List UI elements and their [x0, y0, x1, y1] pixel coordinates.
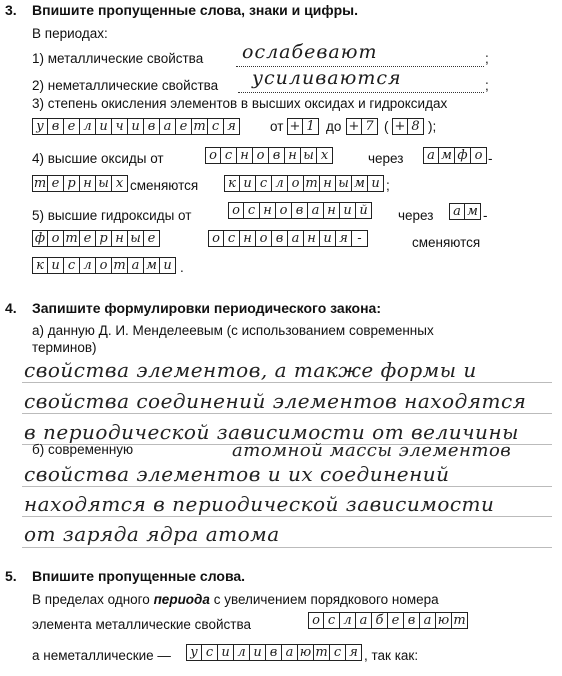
answer-cell[interactable]: м	[439, 147, 455, 164]
answer-cell[interactable]: ч	[112, 118, 128, 135]
task-4-a-line-3: в периодической зависимости от величины	[24, 420, 519, 444]
answer-cell[interactable]: а	[160, 118, 176, 135]
answer-cell[interactable]: а	[288, 230, 304, 247]
answer-cell[interactable]: ф	[32, 230, 48, 247]
item-3-from-cells[interactable]	[287, 118, 319, 135]
item-5-end: .	[180, 260, 184, 275]
answer-cell[interactable]: т	[64, 230, 80, 247]
answer-cell[interactable]: т	[112, 257, 128, 274]
item-5-cells-5[interactable]	[32, 257, 176, 274]
answer-cell[interactable]: а	[282, 644, 298, 661]
answer-cell[interactable]: м	[352, 175, 368, 192]
answer-cell[interactable]: ю	[298, 644, 314, 661]
answer-cell[interactable]: а	[449, 203, 465, 220]
answer-cell[interactable]: л	[80, 257, 96, 274]
answer-cell[interactable]: в	[269, 147, 285, 164]
answer-cell[interactable]: а	[420, 612, 436, 629]
answer-cell[interactable]: +	[346, 118, 362, 135]
answer-cell[interactable]: с	[330, 644, 346, 661]
answer-cell[interactable]: а	[308, 202, 324, 219]
task-4-a-line-1: свойства элементов, а также формы и	[24, 358, 477, 382]
answer-cell[interactable]: р	[64, 175, 80, 192]
answer-cell[interactable]: ы	[301, 147, 317, 164]
answer-cell[interactable]: о	[276, 202, 292, 219]
task-5-line-3-a: а неметаллические —	[32, 648, 171, 663]
task-4-number: 4.	[5, 300, 17, 316]
item-4-cells-3[interactable]	[32, 175, 128, 192]
task-5-line-1-a: В пределах одного	[32, 592, 150, 607]
answer-cell[interactable]: е	[48, 175, 64, 192]
answer-cell[interactable]: в	[144, 118, 160, 135]
answer-cell[interactable]: е	[80, 230, 96, 247]
answer-cell[interactable]: и	[218, 644, 234, 661]
answer-rule	[22, 486, 552, 487]
item-1-end: ;	[485, 51, 489, 66]
answer-cell[interactable]: я	[336, 230, 352, 247]
answer-cell[interactable]: т	[452, 612, 468, 629]
answer-cell[interactable]: т	[314, 644, 330, 661]
answer-cell[interactable]: х	[317, 147, 333, 164]
answer-cell[interactable]: у	[32, 118, 48, 135]
answer-cell[interactable]: с	[202, 644, 218, 661]
item-5-cells-1[interactable]	[228, 202, 372, 219]
answer-cell[interactable]: й	[356, 202, 372, 219]
answer-cell[interactable]: е	[144, 230, 160, 247]
answer-cell[interactable]: е	[176, 118, 192, 135]
task-5-line-2-cells[interactable]	[308, 612, 468, 629]
answer-cell[interactable]: ы	[336, 175, 352, 192]
answer-cell[interactable]: +	[392, 118, 408, 135]
answer-cell[interactable]: ы	[128, 230, 144, 247]
answer-cell[interactable]: н	[240, 230, 256, 247]
answer-cell[interactable]: а	[128, 257, 144, 274]
answer-cell[interactable]: н	[324, 202, 340, 219]
answer-cell[interactable]: ю	[436, 612, 452, 629]
answer-rule	[22, 382, 552, 383]
answer-rule	[22, 547, 552, 548]
answer-cell[interactable]: о	[228, 202, 244, 219]
answer-cell[interactable]: н	[112, 230, 128, 247]
item-2-answer: усиливаются	[252, 67, 402, 89]
answer-cell[interactable]: е	[388, 612, 404, 629]
answer-cell[interactable]: и	[48, 257, 64, 274]
item-5-hyphen: -	[483, 208, 488, 223]
answer-cell[interactable]: л	[340, 612, 356, 629]
answer-cell[interactable]: л	[234, 644, 250, 661]
answer-cell[interactable]: 7	[362, 118, 378, 135]
answer-cell[interactable]: ф	[455, 147, 471, 164]
item-5-replaced: сменяются	[412, 235, 481, 250]
answer-cell[interactable]: н	[80, 175, 96, 192]
item-1-label: 1) металлические свойства	[32, 51, 204, 66]
task-5-line-3-b: , так как:	[364, 648, 419, 663]
answer-cell[interactable]: о	[253, 147, 269, 164]
answer-cell[interactable]: м	[144, 257, 160, 274]
answer-cell[interactable]: о	[208, 230, 224, 247]
item-3-extra-cells[interactable]	[392, 118, 424, 135]
task-4-title: Запишите формулировки периодического закона:	[32, 300, 381, 316]
answer-cell[interactable]: в	[292, 202, 308, 219]
answer-cell[interactable]: с	[64, 257, 80, 274]
answer-cell[interactable]: о	[256, 230, 272, 247]
task-4-a-line-2: свойства соединений элементов находятся	[24, 389, 527, 413]
answer-cell[interactable]: к	[224, 175, 240, 192]
answer-rule	[22, 516, 552, 517]
answer-cell[interactable]: х	[112, 175, 128, 192]
item-5-label: 5) высшие гидроксиды от	[32, 208, 192, 223]
answer-cell[interactable]: о	[288, 175, 304, 192]
answer-cell[interactable]: с	[221, 147, 237, 164]
answer-cell[interactable]: и	[340, 202, 356, 219]
task-5-title: Впишите пропущенные слова.	[32, 568, 246, 584]
answer-cell[interactable]: о	[308, 612, 324, 629]
task-3-subtitle: В периодах:	[32, 26, 108, 41]
item-3-end: );	[428, 119, 437, 134]
answer-cell[interactable]: н	[304, 230, 320, 247]
answer-cell[interactable]: 8	[408, 118, 424, 135]
answer-cell[interactable]: с	[208, 118, 224, 135]
task-4-b-label: б) современную	[32, 442, 134, 457]
answer-rule	[22, 413, 552, 414]
answer-cell[interactable]: с	[244, 202, 260, 219]
answer-cell[interactable]: н	[260, 202, 276, 219]
task-3-title: Впишите пропущенные слова, знаки и цифры.	[32, 2, 359, 18]
answer-cell[interactable]: в	[48, 118, 64, 135]
answer-cell[interactable]: а	[356, 612, 372, 629]
item-5-cells-3[interactable]	[32, 230, 160, 247]
task-4-b-line-3: от заряда ядра атома	[24, 522, 280, 546]
item-2-label: 2) неметаллические свойства	[32, 78, 219, 93]
answer-cell[interactable]: и	[160, 257, 176, 274]
answer-cell[interactable]: с	[324, 612, 340, 629]
item-1-answer: ослабевают	[242, 41, 378, 63]
item-3-from: от	[270, 119, 284, 134]
item-2-answer-line[interactable]	[238, 92, 484, 93]
item-4-end: ;	[386, 178, 390, 193]
item-4-cells-1[interactable]	[205, 147, 333, 164]
item-3-to: до	[326, 119, 342, 134]
item-5-cells-4[interactable]	[208, 230, 368, 247]
answer-cell[interactable]: и	[320, 230, 336, 247]
item-4-hyphen: -	[488, 151, 493, 166]
item-5-cells-2[interactable]	[449, 203, 481, 220]
task-5-line-1-b: с увеличением порядкового номера	[213, 592, 439, 607]
answer-cell[interactable]: м	[465, 203, 481, 220]
task-4-b-line-1: свойства элементов и их соединений	[24, 462, 450, 486]
item-4-replaced: сменяются	[130, 178, 199, 193]
item-2-end: ;	[485, 78, 489, 93]
answer-cell[interactable]: л	[272, 175, 288, 192]
answer-cell[interactable]: т	[33, 176, 47, 191]
answer-cell[interactable]: ы	[96, 175, 112, 192]
answer-cell[interactable]: в	[266, 644, 282, 661]
answer-cell[interactable]: л	[80, 118, 96, 135]
answer-cell[interactable]: в	[404, 612, 420, 629]
answer-cell[interactable]: +	[287, 118, 303, 135]
answer-cell[interactable]: в	[272, 230, 288, 247]
item-3-to-cells[interactable]	[346, 118, 378, 135]
item-4-via: через	[368, 151, 404, 166]
item-4-cells-2[interactable]	[423, 147, 487, 164]
item-4-cells-4[interactable]	[224, 175, 384, 192]
answer-cell[interactable]: о	[471, 147, 487, 164]
answer-cell[interactable]: я	[224, 118, 240, 135]
answer-cell[interactable]: и	[368, 175, 384, 192]
answer-cell[interactable]: и	[96, 118, 112, 135]
answer-cell[interactable]: р	[96, 230, 112, 247]
answer-cell[interactable]: к	[32, 257, 48, 274]
task-5-line-1-em: периода	[153, 592, 210, 607]
answer-cell[interactable]: о	[48, 230, 64, 247]
answer-cell[interactable]: н	[237, 147, 253, 164]
answer-cell[interactable]: н	[320, 175, 336, 192]
answer-cell[interactable]: у	[186, 644, 202, 661]
item-3-answer-cells[interactable]	[32, 118, 240, 135]
answer-cell[interactable]: с	[224, 230, 240, 247]
answer-cell[interactable]: т	[304, 175, 320, 192]
item-5-via: через	[398, 208, 434, 223]
answer-cell[interactable]: о	[205, 147, 221, 164]
task-4-b-line-2: находятся в периодической зависимости	[24, 492, 495, 516]
task-5-number: 5.	[5, 568, 17, 584]
answer-cell[interactable]: я	[346, 644, 362, 661]
answer-cell[interactable]: -	[352, 230, 368, 247]
item-3-open-paren: (	[384, 119, 389, 134]
task-4-b-inline: атомной массы элементов	[232, 440, 512, 461]
task-5-line-3-cells[interactable]	[186, 644, 362, 661]
answer-cell[interactable]: е	[64, 118, 80, 135]
task-4-a-label: а) данную Д. И. Менделеевым (с использованием современных	[32, 323, 434, 338]
answer-cell[interactable]: н	[285, 147, 301, 164]
item-4-label: 4) высшие оксиды от	[32, 151, 164, 166]
answer-cell[interactable]: т	[192, 118, 208, 135]
task-5-line-2: элемента металлические свойства	[32, 617, 251, 632]
answer-cell[interactable]: о	[96, 257, 112, 274]
task-3-number: 3.	[5, 2, 17, 18]
answer-cell[interactable]: 1	[303, 118, 319, 135]
answer-cell[interactable]: и	[128, 118, 144, 135]
item-3-label: 3) степень окисления элементов в высших оксидах и гидроксидах	[32, 96, 448, 111]
answer-cell[interactable]: и	[250, 644, 266, 661]
task-5-line-1	[32, 592, 439, 607]
task-4-a-label-2: терминов)	[32, 340, 97, 355]
answer-cell[interactable]: с	[256, 175, 272, 192]
answer-cell[interactable]: б	[372, 612, 388, 629]
answer-cell[interactable]: и	[240, 175, 256, 192]
answer-cell[interactable]: а	[423, 147, 439, 164]
